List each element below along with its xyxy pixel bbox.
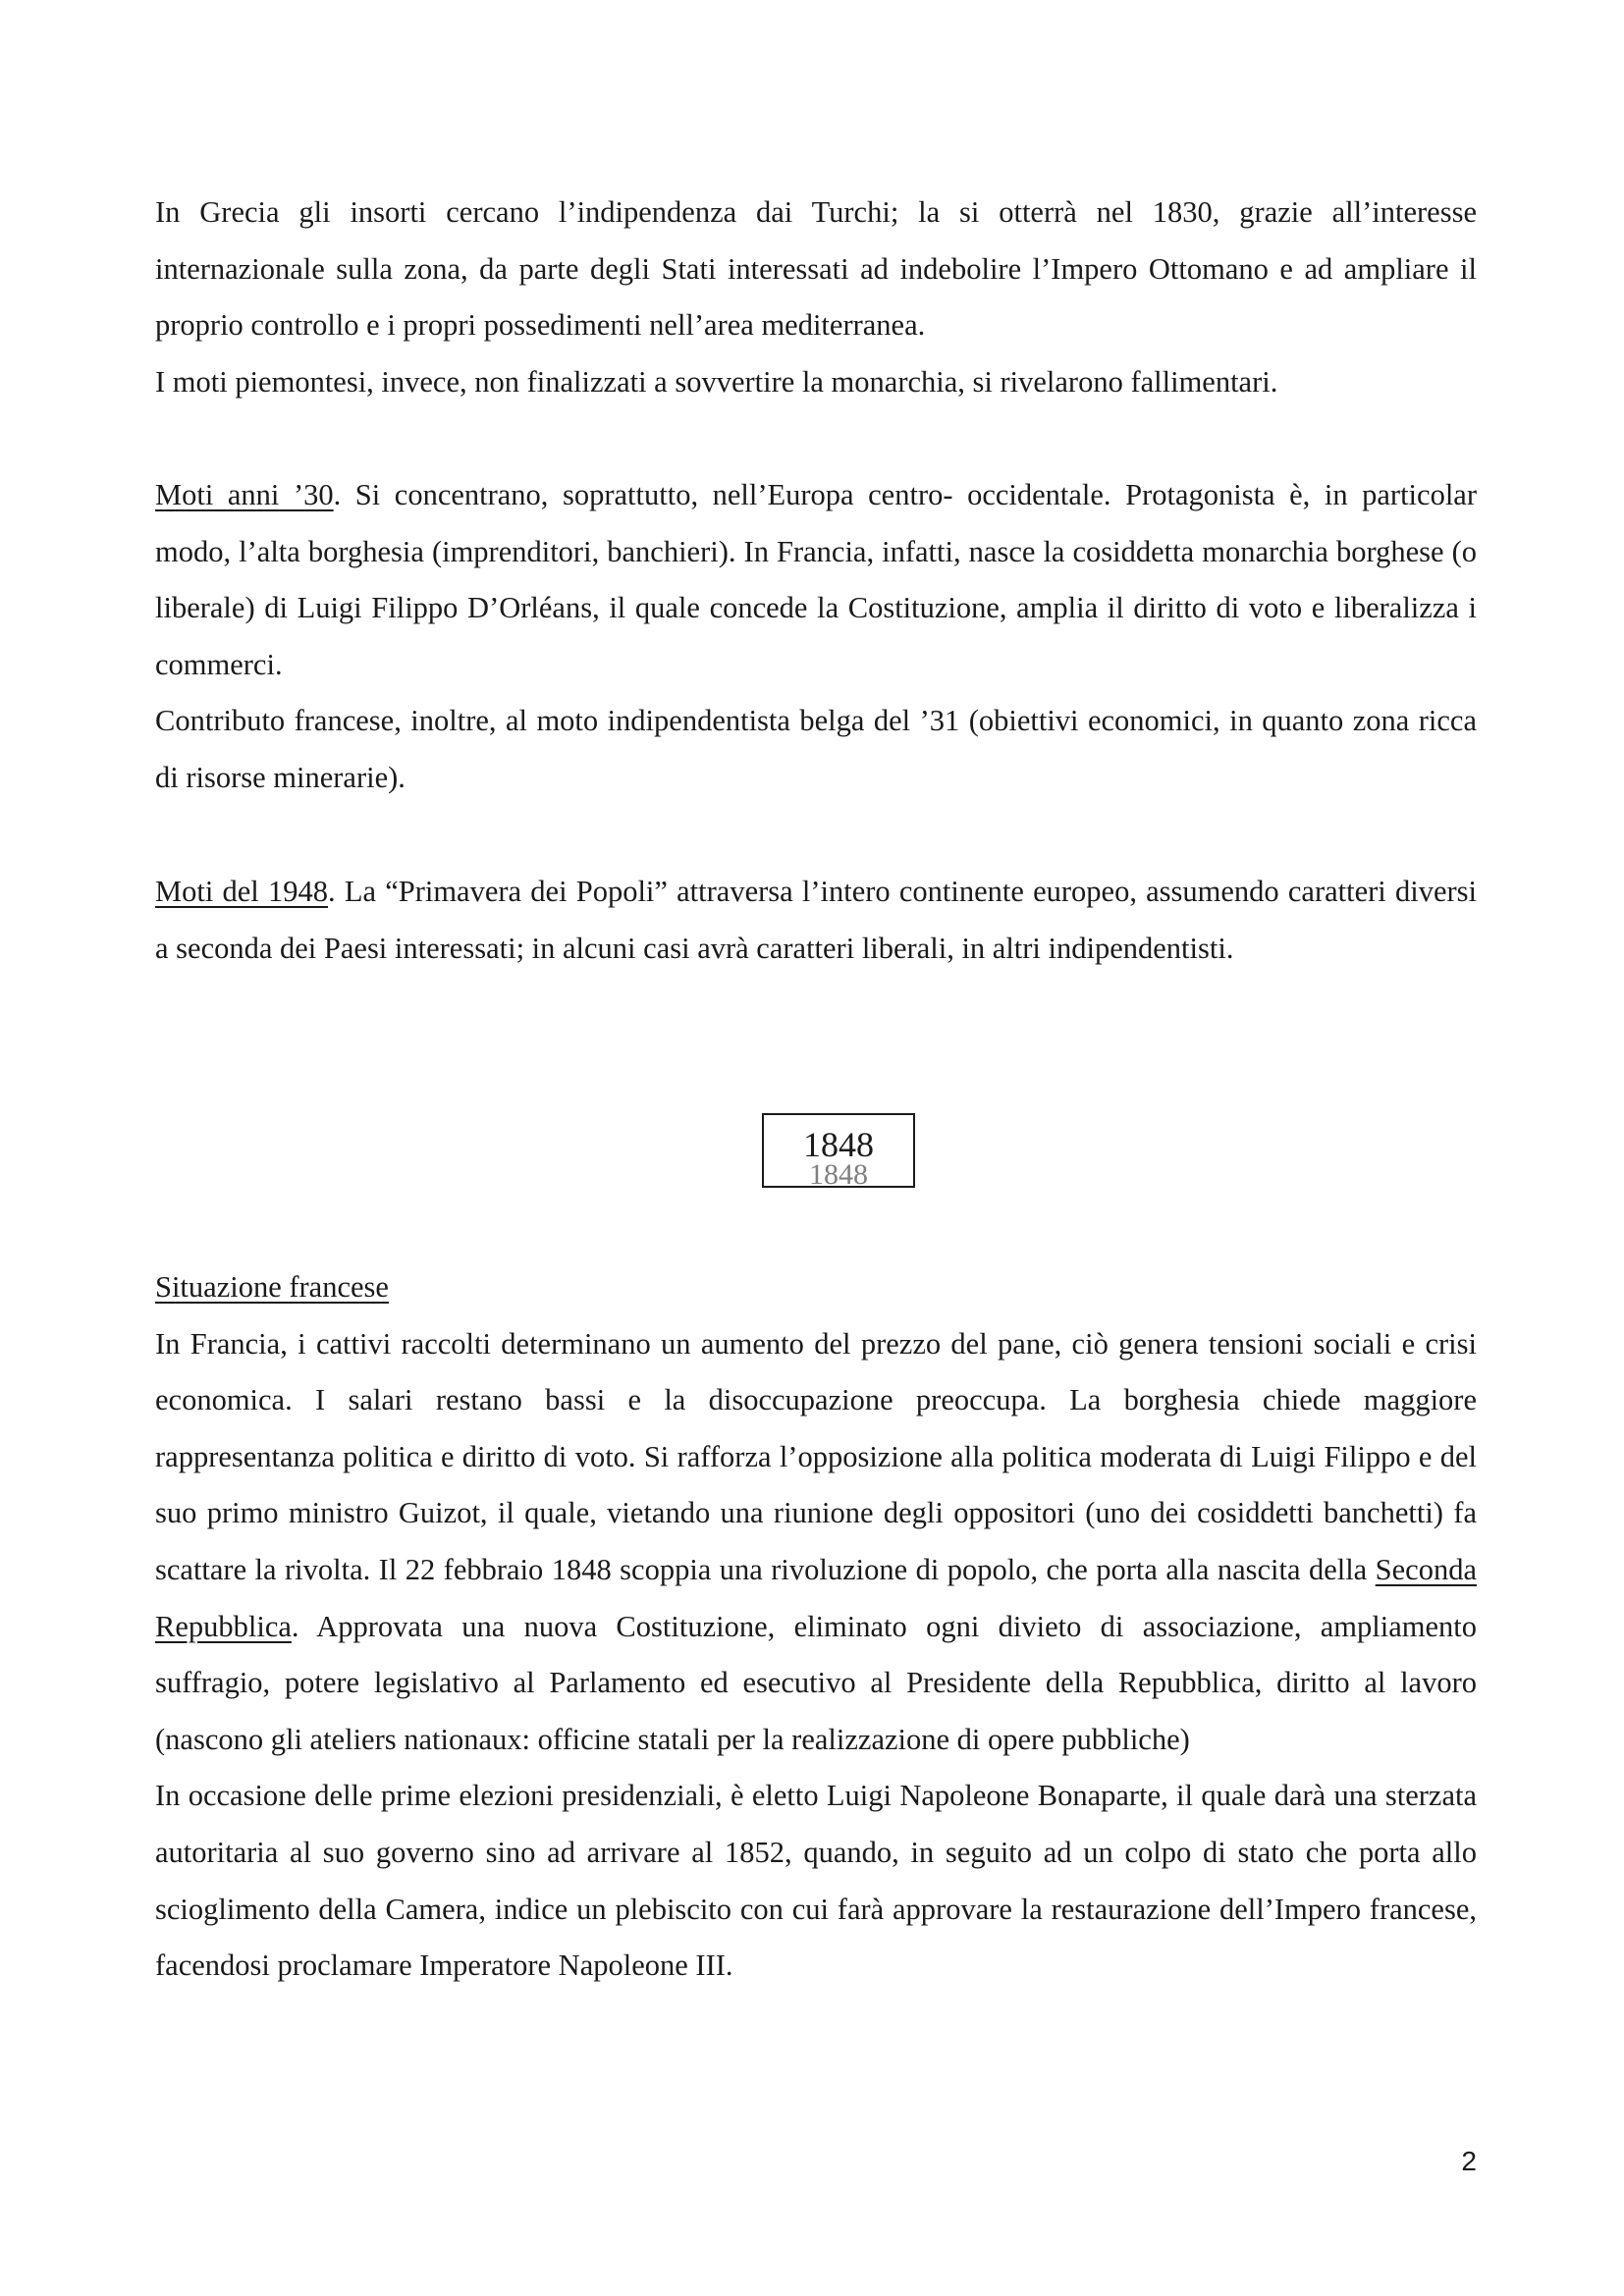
link-seconda-repubblica: Seconda Repubblica [155, 1552, 1477, 1643]
paragraph-moti-30 [155, 467, 1477, 693]
french-body-after: . Approvata una nuova Costituzione, eliminato ogni divieto di associazione, ampliamento suffragio, potere legislativo al Parlamento ed esecutivo al Presidente della Repubblica, diritto al lavoro (nascono gli ateliers nationaux: officine statali per la realizzazione di opere pubbliche) [155, 1609, 1477, 1756]
paragraph-piedmont: I moti piemontesi, invece, non finalizzati a sovvertire la monarchia, si rivelarono fallimentari. [155, 364, 1278, 399]
heading-french-situation [155, 1259, 1477, 1316]
body-moti-48: . La “Primavera dei Popoli” attraversa l’intero continente europeo, assumendo caratteri diversi a seconda dei Paesi interessati; in alcuni casi avrà caratteri liberali, in altri indipendentisti. [155, 875, 1477, 965]
section-greece [155, 185, 1477, 410]
year-box-1848 [762, 1113, 915, 1188]
paragraph-greece: In Grecia gli insorti cercano l’indipendenza dai Turchi; la si otterrà nel 1830, grazie all’interesse internazionale sulla zona, da parte degli Stati interessati ad indebolire l’Impero Ottomano e ad ampliare il proprio controllo e i propri possedimenti nell’area mediterranea. [155, 195, 1477, 343]
body-moti-30: . Si concentrano, soprattutto, nell’Europa centro- occidentale. Protagonista è, in particolar modo, l’alta borghesia (imprenditori, banchieri). In Francia, infatti, nasce la cosiddetta monarchia borghese (o liberale) di Luigi Filippo D’Orléans, il quale concede la Costituzione, amplia il diritto di voto e liberalizza i commerci. [155, 478, 1477, 681]
heading-moti-30: Moti anni ’30 [155, 478, 334, 511]
paragraph-belgium: Contributo francese, inoltre, al moto indipendentista belga del ’31 (obiettivi economici, in quanto zona ricca di risorse minerarie). [155, 704, 1477, 794]
section-french-situation [155, 1259, 1477, 1995]
section-moti-30 [155, 467, 1477, 807]
paragraph-french-situation [155, 1316, 1477, 1769]
year-box-label: 1848 [803, 1125, 874, 1164]
paragraph-moti-48 [155, 864, 1477, 977]
heading-moti-48: Moti del 1948 [155, 875, 328, 908]
section-moti-48 [155, 864, 1477, 977]
year-box-ghost-label: 1848 [809, 1158, 868, 1188]
paragraph-napoleon: In occasione delle prime elezioni presidenziali, è eletto Luigi Napoleone Bonaparte, il quale darà una sterzata autoritaria al suo governo sino ad arrivare al 1852, quando, in seguito ad un colpo di stato che porta allo scioglimento della Camera, indice un plebiscito con cui farà approvare la restaurazione dell’Impero francese, facendosi proclamare Imperatore Napoleone III. [155, 1779, 1477, 1983]
page-number: 2 [1461, 2146, 1477, 2176]
french-body-before: In Francia, i cattivi raccolti determinano un aumento del prezzo del pane, ciò genera tensioni sociali e crisi economica. I salari restano bassi e la disoccupazione preoccupa. La borghesia chiede maggiore rappresentanza politica e diritto di voto. Si rafforza l’opposizione alla politica moderata di Luigi Filippo e del suo primo ministro Guizot, il quale, vietando una riunione degli oppositori (uno dei cosiddetti banchetti) fa scattare la rivolta. Il 22 febbraio 1848 scoppia una rivoluzione di popolo, che porta alla nascita della [155, 1326, 1477, 1586]
heading-french-situation-text: Situazione francese [155, 1270, 389, 1304]
